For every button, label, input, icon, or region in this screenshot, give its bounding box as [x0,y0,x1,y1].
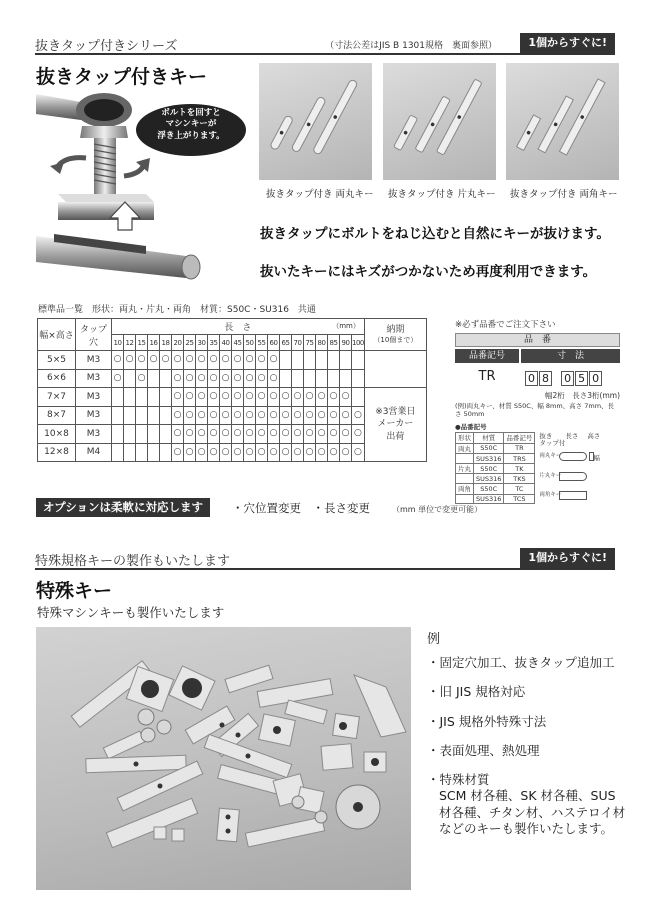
length-header-cell: 10 [112,335,124,351]
order-note: ※必ず品番でご注文下さい [455,320,556,330]
digit-box: 0 [561,371,574,386]
available-mark: ○ [220,369,232,388]
available-mark: ○ [328,388,340,407]
headline-reuse: 抜いたキーにはキズがつかないため再度利用できます。 [260,264,597,280]
section-title: 抜きタップ付きシリーズ [35,39,178,54]
available-mark: ○ [208,388,220,407]
shape-double-square [559,491,587,500]
code-cell: SUS316 [474,474,504,484]
diagram-label: 片丸キー [539,473,562,480]
length-header-cell: 25 [184,335,196,351]
code-cell: SUS316 [474,494,504,504]
col-size-label: 寸 法 [521,349,620,363]
shape-single-round [559,472,587,481]
empty-cell [280,369,292,388]
available-mark: ○ [196,443,208,462]
length-header-cell: 16 [148,335,160,351]
available-mark: ○ [316,443,328,462]
available-mark: ○ [160,351,172,370]
empty-cell [280,351,292,370]
code-header: 品番記号 [504,433,535,444]
available-mark: ○ [244,425,256,444]
example-label: 例 [427,632,441,647]
empty-cell [352,351,365,370]
available-mark: ○ [292,425,304,444]
empty-cell [124,443,136,462]
size-cell: 7×7 [38,388,76,407]
callout-line: ボルトを回すと [161,108,221,118]
available-mark: ○ [196,425,208,444]
empty-cell [112,406,124,425]
caption-single-round: 抜きタップ付き 片丸キー [388,189,496,200]
code-cell: TKS [504,474,535,484]
example-item: ・旧 JIS 規格対応 [427,684,526,700]
standard-products-table [37,318,427,462]
available-mark: ○ [244,369,256,388]
length-header-cell: 20 [172,335,184,351]
example-item: ・表面処理、熱処理 [427,742,540,758]
code-cell: S50C [474,463,504,474]
length-header-cell: 18 [160,335,172,351]
order-example-code [455,367,620,386]
empty-cell [136,443,148,462]
empty-cell [112,425,124,444]
available-mark: ○ [256,369,268,388]
available-mark: ○ [220,443,232,462]
photo-double-round-keys [259,63,372,180]
shape-diagram [539,432,601,504]
available-mark: ○ [316,425,328,444]
empty-cell [304,369,316,388]
available-mark: ○ [316,388,328,407]
empty-cell [316,351,328,370]
available-mark: ○ [268,388,280,407]
length-header-cell: 12 [124,335,136,351]
available-mark: ○ [340,425,352,444]
length-header-cell: 55 [256,335,268,351]
table-row [38,351,427,370]
delivery-line: ※3営業日 [375,407,416,418]
empty-cell [124,369,136,388]
available-mark: ○ [340,388,352,407]
available-mark: ○ [280,425,292,444]
available-mark: ○ [136,369,148,388]
example-item-label: ・特殊材質 [427,772,490,787]
code-cell: TRS [504,454,535,464]
code-row [456,443,535,454]
available-mark: ○ [112,351,124,370]
empty-cell [328,369,340,388]
available-mark: ○ [232,351,244,370]
length-header-cell: 45 [232,335,244,351]
empty-cell [136,388,148,407]
available-mark: ○ [232,443,244,462]
table-caption: 標準品一覧 形状：両丸・片丸・両角 材質：S50C・SU316 共通 [38,305,316,315]
available-mark: ○ [124,351,136,370]
tap-cell: M3 [76,388,112,407]
available-mark: ○ [232,406,244,425]
section-header-special [35,548,615,570]
available-mark: ○ [340,443,352,462]
tap-cell: M3 [76,406,112,425]
available-mark: ○ [184,443,196,462]
available-mark: ○ [352,406,365,425]
available-mark: ○ [280,388,292,407]
empty-cell [124,388,136,407]
empty-cell [352,388,365,407]
diagram-label: 長さ [565,432,579,441]
length-header-cell: 30 [196,335,208,351]
col-code-label: 品番記号 [455,349,519,363]
empty-cell [112,388,124,407]
size-cell: 12×8 [38,443,76,462]
available-mark: ○ [220,406,232,425]
available-mark: ○ [220,425,232,444]
code-cell: 両角 [456,483,474,494]
code-header: 形状 [456,433,474,444]
empty-cell [148,425,160,444]
available-mark: ○ [304,425,316,444]
available-mark: ○ [268,351,280,370]
available-mark: ○ [256,425,268,444]
section-title: 特殊規格キーの製作もいたします [35,554,231,569]
available-mark: ○ [292,443,304,462]
empty-cell [136,425,148,444]
photo-double-square-keys [506,63,619,180]
callout-line: 浮き上がります。 [157,130,225,141]
empty-cell [148,369,160,388]
order-example: (例)両丸キー、材質 S50C、幅 8mm、高さ 7mm、長さ 50mm [455,401,615,419]
diagram-label: 幅 [593,454,600,463]
materials-line: 材各種、チタン材、ハステロイ材 [439,804,626,820]
available-mark: ○ [256,388,268,407]
length-header-cell: 70 [292,335,304,351]
code-header: 材質 [474,433,504,444]
available-mark: ○ [328,443,340,462]
header-tap: タップ穴 [76,319,112,351]
order-info [455,318,620,504]
special-subtitle: 特殊マシンキーも製作いたします [37,605,225,620]
empty-cell [124,406,136,425]
available-mark: ○ [304,443,316,462]
code-cell: 片丸 [456,463,474,474]
available-mark: ○ [340,406,352,425]
tap-cell: M4 [76,443,112,462]
available-mark: ○ [196,388,208,407]
tap-cell: M3 [76,351,112,370]
available-mark: ○ [232,425,244,444]
available-mark: ○ [232,369,244,388]
option-items: ・穴位置変更 ・長さ変更 [232,501,370,515]
order-prefix: TR [478,369,496,384]
available-mark: ○ [112,369,124,388]
table-row [38,388,427,407]
tap-cell: M3 [76,425,112,444]
available-mark: ○ [172,443,184,462]
code-cell: S50C [474,483,504,494]
code-cell: 両丸 [456,443,474,454]
available-mark: ○ [196,406,208,425]
available-mark: ○ [268,443,280,462]
code-row [456,474,535,484]
order-columns [455,349,620,363]
available-mark: ○ [184,406,196,425]
empty-cell [160,443,172,462]
available-mark: ○ [328,406,340,425]
available-mark: ○ [196,351,208,370]
code-cell [456,454,474,464]
available-mark: ○ [280,406,292,425]
length-header-cell: 85 [328,335,340,351]
available-mark: ○ [184,351,196,370]
product-title: 抜きタップ付きキー [36,66,208,88]
option-label: オプションは柔軟に対応します [36,498,210,517]
code-title: ●品番記号 [455,422,487,431]
header-unit: （mm） [332,322,360,330]
code-row [456,454,535,464]
empty-cell [112,443,124,462]
diagram-label: 両角キー [539,492,562,499]
tolerance-note: （寸法公差はJIS B 1301規格 裏面参照） [325,41,497,51]
delivery-line: 出荷 [386,431,405,442]
code-section [455,432,620,504]
empty-cell [124,425,136,444]
code-cell: TK [504,463,535,474]
available-mark: ○ [184,388,196,407]
materials-line: などのキーも製作いたします。 [439,820,614,836]
available-mark: ○ [208,425,220,444]
code-body [456,443,535,503]
header-length-label: 長 さ [224,323,252,333]
empty-cell [340,351,352,370]
available-mark: ○ [244,443,256,462]
code-cell [456,494,474,504]
callout-text [136,108,246,142]
available-mark: ○ [184,369,196,388]
diagram-label: 高さ [587,432,601,441]
empty-cell [292,369,304,388]
empty-cell [136,406,148,425]
length-header-cell: 75 [304,335,316,351]
empty-cell [148,443,160,462]
order-digits [525,367,603,386]
available-mark: ○ [172,369,184,388]
available-mark: ○ [184,425,196,444]
available-mark: ○ [268,425,280,444]
empty-cell [340,369,352,388]
empty-cell [292,351,304,370]
caption-double-square: 抜きタップ付き 両角キー [510,189,618,200]
digit-box: 0 [589,371,602,386]
available-mark: ○ [304,388,316,407]
available-mark: ○ [172,351,184,370]
available-mark: ○ [172,388,184,407]
length-header-cell: 90 [340,335,352,351]
length-header-cell: 15 [136,335,148,351]
digit-caption: 幅2桁 長さ3桁(mm) [544,391,620,400]
available-mark: ○ [256,351,268,370]
header-delivery [364,319,426,351]
size-cell: 5×5 [38,351,76,370]
digit-box: 8 [539,371,552,386]
available-mark: ○ [292,388,304,407]
bolt-illustration [36,86,248,286]
code-cell: TC [504,483,535,494]
hinban-label: 品 番 [455,333,620,347]
materials-line: SCM 材各種、SK 材各種、SUS [439,788,616,804]
digit-box: 0 [525,371,538,386]
badge-one-piece: 1個からすぐに! [520,548,615,568]
available-mark: ○ [244,406,256,425]
header-delivery-sub: （10個まで） [373,335,418,344]
empty-cell [148,388,160,407]
available-mark: ○ [244,388,256,407]
length-header-cell: 60 [268,335,280,351]
size-cell: 10×8 [38,425,76,444]
length-header-cell: 80 [316,335,328,351]
empty-cell [160,388,172,407]
available-mark: ○ [352,443,365,462]
headline-removal: 抜きタップにボルトをねじ込むと自然にキーが抜けます。 [260,226,610,242]
length-header-cell: 50 [244,335,256,351]
available-mark: ○ [280,443,292,462]
size-cell: 8×7 [38,406,76,425]
header-length [112,319,365,335]
special-title: 特殊キー [36,580,113,602]
available-mark: ○ [232,388,244,407]
length-header-cell: 100 [352,335,365,351]
caption-double-round: 抜きタップ付き 両丸キー [266,189,374,200]
example-item-materials [427,772,625,837]
available-mark: ○ [352,425,365,444]
example-list [427,655,625,850]
available-mark: ○ [208,443,220,462]
available-mark: ○ [136,351,148,370]
empty-cell [160,425,172,444]
available-mark: ○ [268,406,280,425]
available-mark: ○ [220,351,232,370]
available-mark: ○ [268,369,280,388]
available-mark: ○ [244,351,256,370]
code-row [456,483,535,494]
delivery-line: メーカー [377,419,414,430]
available-mark: ○ [208,369,220,388]
code-table [455,432,535,504]
digit-box: 5 [575,371,588,386]
delivery-cell [364,388,426,462]
special-keys-photo [36,627,411,890]
empty-cell [328,351,340,370]
available-mark: ○ [304,406,316,425]
empty-cell [352,369,365,388]
available-mark: ○ [328,425,340,444]
example-item: ・固定穴加工、抜きタップ追加工 [427,655,615,670]
shape-end-view [589,452,594,461]
tap-cell: M3 [76,369,112,388]
code-cell: TCS [504,494,535,504]
available-mark: ○ [208,406,220,425]
code-cell: S50C [474,443,504,454]
available-mark: ○ [196,369,208,388]
code-cell [456,474,474,484]
option-note: （mm 単位で変更可能） [392,505,483,514]
badge-one-piece: 1個からすぐに! [520,33,615,53]
empty-cell [316,369,328,388]
section-header-tap-series [35,33,615,55]
shape-double-round [559,452,587,461]
length-header-cell: 65 [280,335,292,351]
example-item: ・JIS 規格外特殊寸法 [427,713,547,729]
code-cell: SUS316 [474,454,504,464]
header-delivery-label: 納期 [386,324,405,335]
header-size: 幅×高さ [38,319,76,351]
table-body [38,351,427,462]
callout-line: マシンキーが [165,119,217,130]
size-cell: 6×6 [38,369,76,388]
available-mark: ○ [292,406,304,425]
empty-cell [304,351,316,370]
diagram-label: タップ付 [539,439,566,448]
available-mark: ○ [316,406,328,425]
length-header-cell: 40 [220,335,232,351]
available-mark: ○ [256,406,268,425]
length-header-cell: 35 [208,335,220,351]
empty-cell [160,406,172,425]
available-mark: ○ [172,406,184,425]
available-mark: ○ [148,351,160,370]
code-row [456,463,535,474]
diagram-label: 抜き [539,432,553,441]
code-row [456,494,535,504]
available-mark: ○ [220,388,232,407]
code-cell: TR [504,443,535,454]
empty-cell [160,369,172,388]
photo-single-round-keys [383,63,496,180]
delivery-blank [364,351,426,388]
empty-cell [148,406,160,425]
available-mark: ○ [208,351,220,370]
diagram-label: 両丸キー [539,453,562,460]
available-mark: ○ [256,443,268,462]
available-mark: ○ [172,425,184,444]
